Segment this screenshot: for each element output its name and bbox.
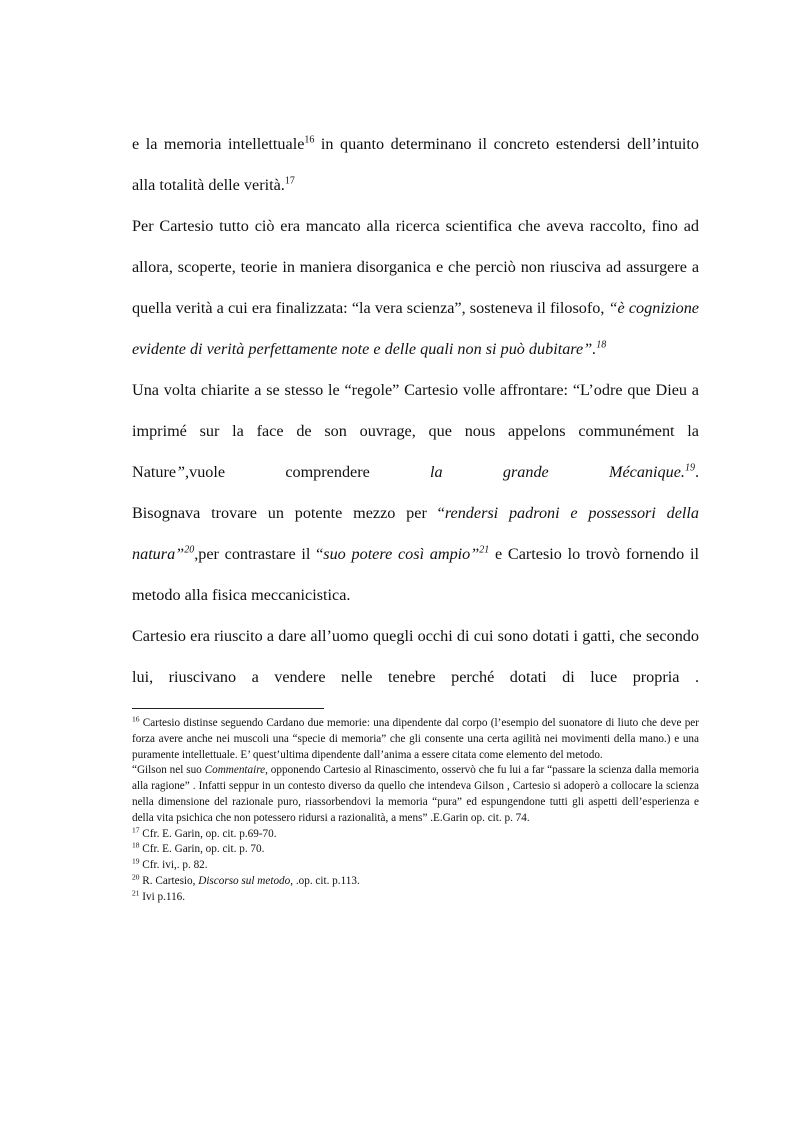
paragraph-2 [132, 206, 699, 370]
document-page [132, 124, 699, 906]
footnote-21 [132, 890, 699, 906]
footnote-ref-21[interactable]: 21 [479, 544, 490, 556]
text: 16 [132, 714, 140, 724]
text: 21 [132, 888, 140, 898]
text: ”. [583, 340, 597, 358]
footnote-20 [132, 874, 699, 890]
main-text [132, 124, 699, 698]
text: , opponendo Cartesio al Rinascimento, osservò che fu lui a far “passare la scienza dalla memoria alla ragione” . Infatti seppur in un contesto diverso da quello che intendeva Gilson , Cartesio si adoperò a collocare la scienza nella dimensione del razionale puro, riassorbendovi la memoria “pura” ed espungendone tutti gli aspetti dell’esperienza e della vita psichica che non potessero ridursi a razionalità, a mens” .E.Garin op. cit. p. 74. [132, 764, 700, 824]
footnote-ref-20[interactable]: 20 [184, 544, 195, 556]
quote: suo potere così ampio” [323, 545, 480, 563]
footnote-ref-16[interactable]: 16 [304, 134, 315, 146]
text: vuole comprendere [189, 463, 431, 481]
paragraph-3 [132, 370, 699, 493]
text: Commentaire [204, 764, 266, 777]
text: Bisognava trovare un potente mezzo per “ [132, 504, 445, 522]
quote: “è cognizione evidente di verità perfettamente note e delle quali non si può dubitare [132, 299, 699, 358]
footnote-17 [132, 824, 699, 843]
text: Cfr. E. Garin, op. cit. p.69-70. [139, 827, 277, 840]
footnote-19 [132, 858, 699, 874]
text: ”, [176, 463, 190, 481]
paragraph-4 [132, 493, 699, 616]
text: Una volta chiarite a se stesso le “regole” Cartesio volle affrontare: “L’odre que Dieu a imprimé sur la face de son ouvrage, que nous appelons communément la Nature [132, 381, 699, 481]
quote: rendersi padroni e possessori della natura” [132, 504, 700, 563]
text: Cfr. ivi,. p. 82. [139, 859, 208, 872]
footnote-16 [132, 716, 699, 763]
text: , .op. cit. p.113. [290, 874, 360, 887]
text: 20 [132, 872, 140, 882]
footnote-18 [132, 842, 699, 858]
footnote-ref-19[interactable]: 19 [684, 462, 695, 474]
footnote-16-continued [132, 763, 699, 826]
text: 19 [132, 856, 140, 866]
text: 18 [132, 840, 140, 850]
text: e Cartesio lo trovò fornendo il metodo alla fisica meccanicistica. [132, 545, 699, 604]
text: “Gilson nel suo [132, 764, 205, 777]
text: Cfr. E. Garin, op. cit. p. 70. [139, 843, 265, 856]
text: . [694, 463, 699, 481]
text: Ivi p.116. [139, 890, 186, 903]
paragraph-1 [132, 124, 699, 206]
text: in quanto determinano il concreto estendersi dell’intuito alla totalità delle verità. [132, 135, 699, 194]
text: e la memoria intellettuale [132, 135, 305, 153]
text: Cartesio distinse seguendo Cardano due memorie: una dipendente dal corpo (l’esempio del suonatore di liuto che deve per forza avere anche nei muscoli una “specie di memoria” che gli consente una certa agilità nei movimenti della mano.) e una puramente intellettuale. E’ quest’ultima dipendente dall’anima a essere citata come elemento del metodo. [132, 717, 699, 761]
text: ,per contrastare il “ [194, 545, 324, 563]
footnote-divider [132, 708, 324, 709]
text: 17 [132, 824, 140, 834]
paragraph-5: Cartesio era riuscito a dare all’uomo quegli occhi di cui sono dotati i gatti, che secondo lui, riuscivano a vendere nelle tenebre perché dotati di luce propria . [132, 627, 699, 686]
italic-phrase: la grande Mécanique. [430, 463, 685, 481]
footnote-ref-17[interactable]: 17 [284, 175, 295, 187]
footnote-ref-18[interactable]: 18 [596, 339, 607, 351]
text: Per Cartesio tutto ciò era mancato alla ricerca scientifica che aveva raccolto, fino ad allora, scoperte, teorie in maniera disorganica e che perciò non riusciva ad assurgere a quella verità a cui era finalizzata: “la vera scienza”, sosteneva il filosofo, [132, 217, 699, 317]
text: Discorso sul metodo [198, 874, 291, 887]
text: R. Cartesio, [139, 874, 199, 887]
footnotes [132, 716, 699, 906]
